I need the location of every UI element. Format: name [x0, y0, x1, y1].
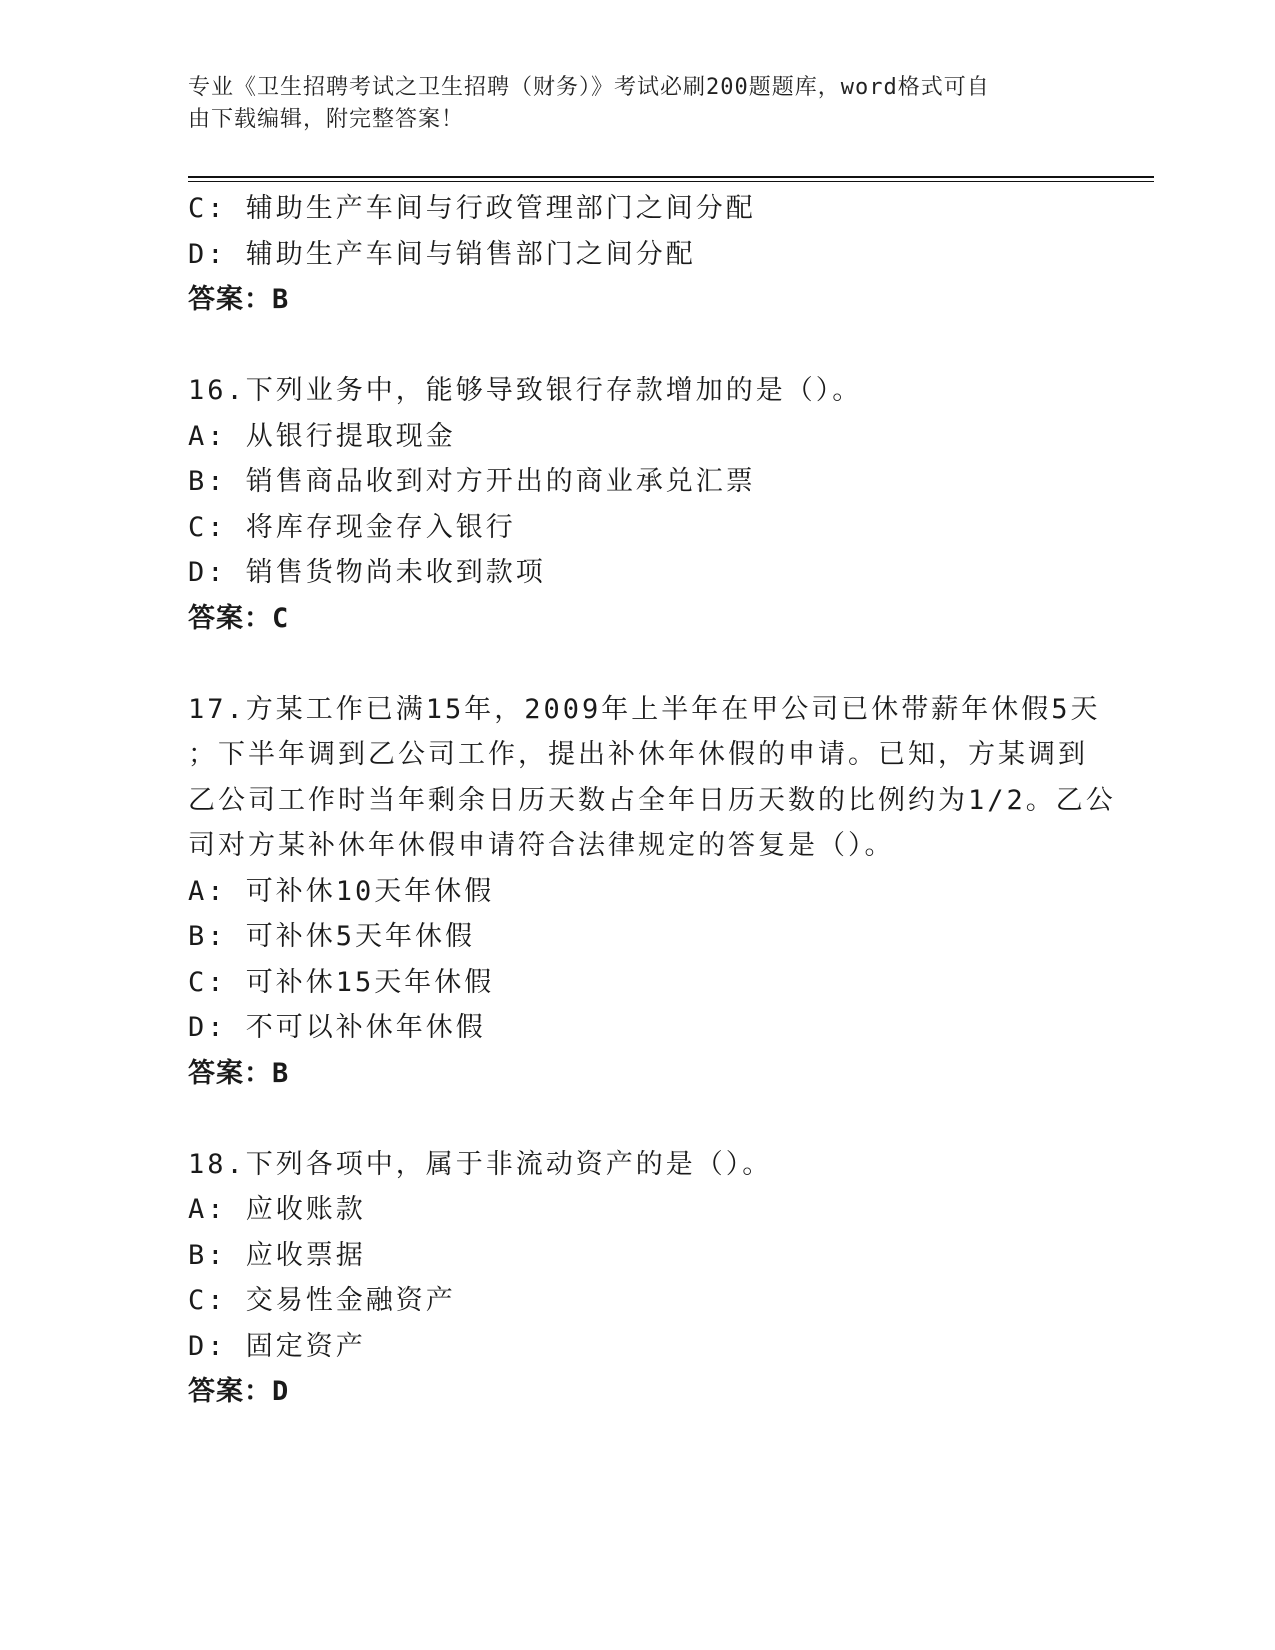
header-line-2: 由下载编辑，附完整答案！ [188, 107, 465, 132]
answer-line: 答案：D [188, 1376, 290, 1407]
option-a: A: 可补休10天年休假 [188, 875, 495, 907]
question-stem-line-2: ；下半年调到乙公司工作，提出补休年休假的申请。已知，方某调到 [188, 739, 1088, 770]
option-b: B: 销售商品收到对方开出的商业承兑汇票 [188, 466, 756, 497]
option-c: C: 可补休15天年休假 [188, 966, 495, 998]
spacer [188, 323, 1088, 369]
question-stem: 18.下列各项中，属于非流动资产的是（）。 [188, 1148, 773, 1180]
option-b: B: 应收票据 [188, 1239, 366, 1271]
question-block-15 [188, 186, 1088, 323]
spacer [188, 641, 1088, 687]
question-block-17 [188, 687, 1116, 1097]
question-block-16 [188, 368, 1088, 641]
option-d: D: 销售货物尚未收到款项 [188, 557, 546, 588]
option-b: B: 可补休5天年休假 [188, 921, 476, 952]
header-line-1: 专业《卫生招聘考试之卫生招聘（财务）》考试必刷200题题库，word格式可自 [188, 75, 990, 100]
option-d: D: 不可以补休年休假 [188, 1012, 486, 1043]
option-a: A: 应收账款 [188, 1194, 366, 1225]
question-stem-line-4: 司对方某补休年休假申请符合法律规定的答复是（）。 [188, 830, 895, 861]
question-stem: 16.下列业务中，能够导致银行存款增加的是（）。 [188, 375, 863, 406]
answer-line: 答案：B [188, 1057, 290, 1089]
spacer [188, 1096, 1088, 1142]
option-c: C: 交易性金融资产 [188, 1285, 456, 1316]
question-stem-line-1: 17.方某工作已满15年，2009年上半年在甲公司已休带薪年休假5天 [188, 693, 1101, 725]
option-a: A: 从银行提取现金 [188, 420, 456, 452]
option-c: C: 将库存现金存入银行 [188, 511, 516, 543]
option-d: D: 辅助生产车间与销售部门之间分配 [188, 238, 696, 270]
option-c: C: 辅助生产车间与行政管理部门之间分配 [188, 193, 756, 224]
question-list [188, 186, 1116, 1415]
answer-line: 答案：B [188, 284, 290, 315]
option-d: D: 固定资产 [188, 1330, 366, 1362]
question-block-18 [188, 1142, 1088, 1415]
header-rule-thin [188, 181, 1154, 182]
document-header [188, 72, 1068, 136]
question-stem-line-3: 乙公司工作时当年剩余日历天数占全年日历天数的比例约为1/2。乙公 [188, 784, 1116, 816]
answer-line: 答案：C [188, 602, 290, 634]
header-rule-thick [188, 176, 1154, 178]
